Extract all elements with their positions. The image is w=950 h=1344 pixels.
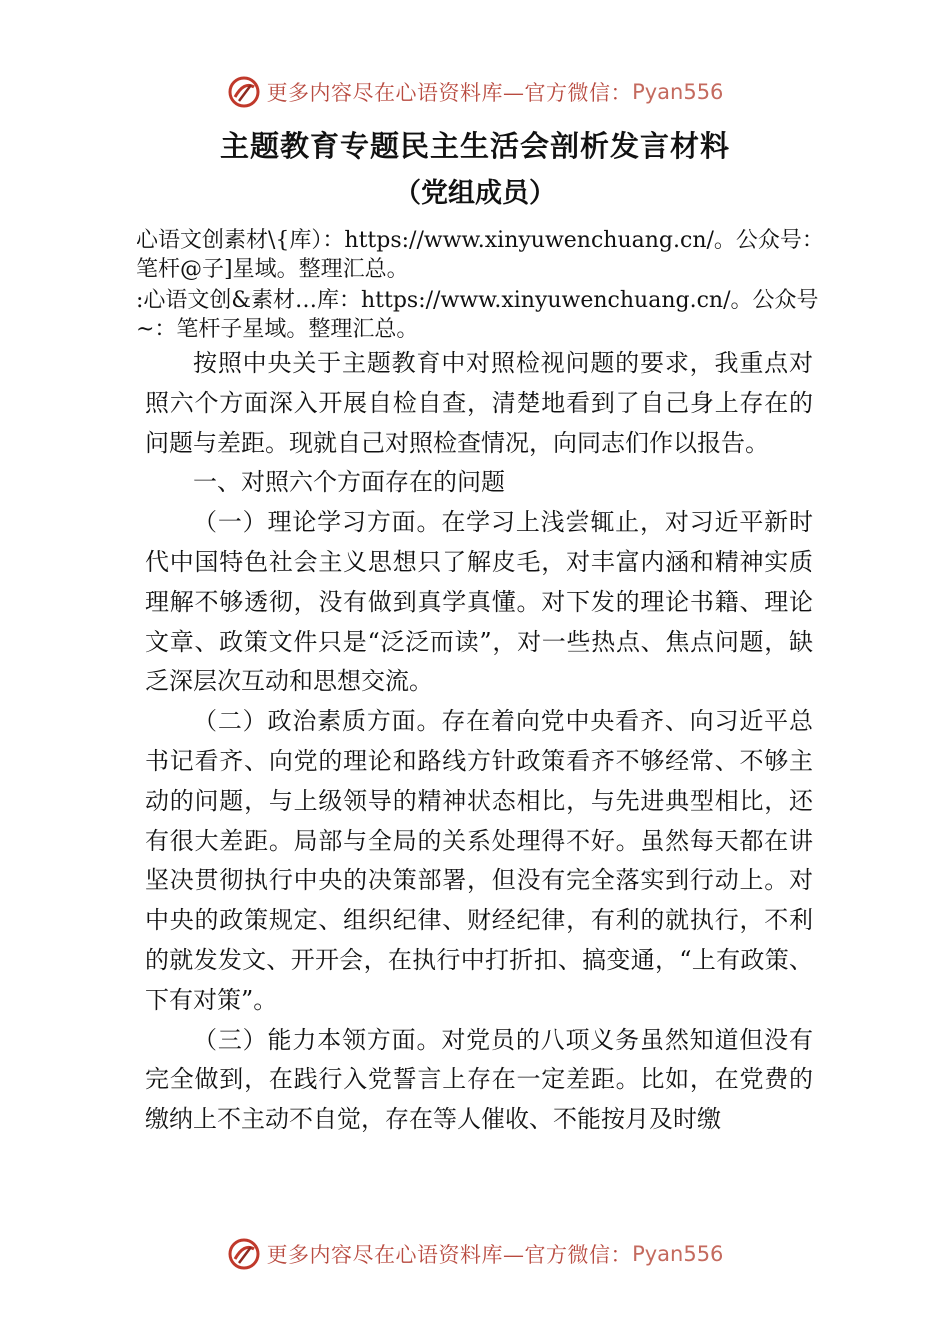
section-heading: 一、对照六个方面存在的问题 [193, 468, 505, 497]
banner-text: 更多内容尽在心语资料库—官方微信： [266, 81, 633, 105]
document-title: 主题教育专题民主生活会剖析发言材料 [219, 129, 730, 163]
brand-logo-icon [227, 1237, 261, 1271]
paragraph-politics: （二）政治素质方面。存在着向党中央看齐、向习近平总书记看齐、向党的理论和路线方针政策看齐不够经常、不够主动的问题，与上级领导的精神状态相比，与先进典型相比，还有很大差距。局部与全局的关系处理得不好。虽然每天都在讲坚决贯彻执行中央的决策部署，但没有完全落实到行动上。对中央的政策规定、组织纪律、财经纪律，有利的就执行，不利的就发发文、开开会，在执行中打折扣、搞变通，“上有政策、下有对策”。 [145, 707, 813, 1014]
paragraph-theory: （一）理论学习方面。在学习上浅尝辄止，对习近平新时代中国特色社会主义思想只了解皮毛，对丰富内涵和精神实质理解不够透彻，没有做到真学真懂。对下发的理论书籍、理论文章、政策文件只是“泛泛而读”，对一些热点、焦点问题，缺乏深层次互动和思想交流。 [145, 508, 813, 696]
header-banner [0, 72, 950, 112]
paragraph-ability: （三）能力本领方面。对党员的八项义务虽然知道但没有完全做到，在践行入党誓言上存在一定差距。比如，在党费的缴纳上不主动不自觉，存在等人催收、不能按月及时缴 [145, 1025, 813, 1134]
banner-text: 更多内容尽在心语资料库—官方微信： [266, 1243, 633, 1267]
footer-banner [0, 1234, 950, 1274]
brand-logo-icon [227, 75, 261, 109]
document-body [145, 344, 813, 1140]
watermark-line: :心语文创&素材…库：https://www.xinyuwenchuang.cn/。公众号~：笔杆子星域。整理汇总。 [136, 288, 819, 342]
wechat-id: Pyan556 [632, 80, 724, 104]
paragraph-intro: 按照中央关于主题教育中对照检视问题的要求，我重点对照六个方面深入开展自检自查，清楚地看到了自己身上存在的问题与差距。现就自己对照检查情况，向同志们作以报告。 [145, 349, 813, 457]
document-subtitle: （党组成员） [394, 178, 556, 209]
wechat-id: Pyan556 [632, 1242, 724, 1266]
watermark-line: 心语文创素材\{库）：https://www.xinyuwenchuang.cn/。公众号：笔杆@子]星域。整理汇总。 [136, 228, 824, 282]
